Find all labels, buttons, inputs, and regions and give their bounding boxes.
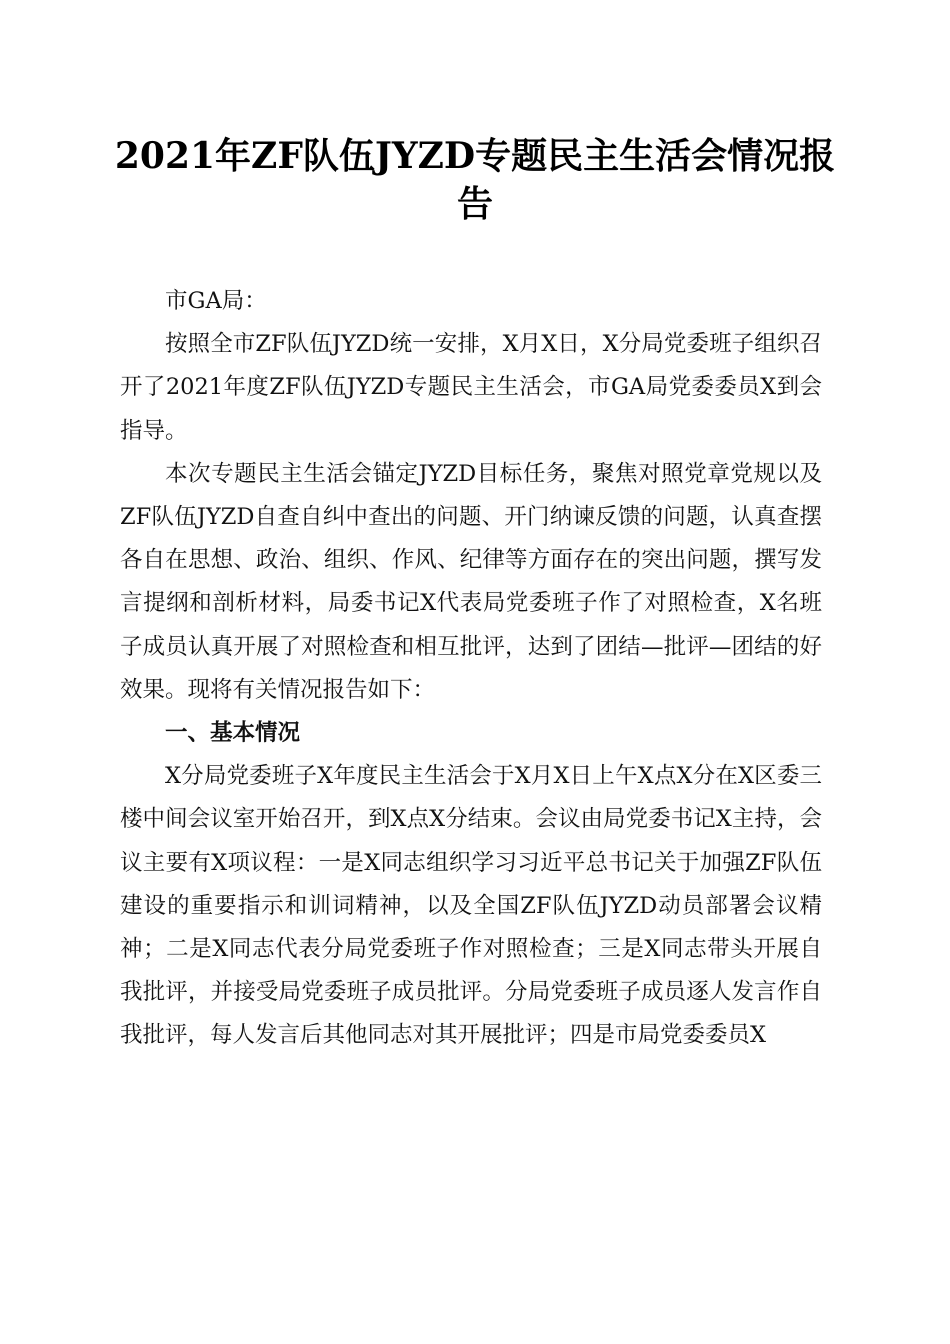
document-body	[120, 280, 822, 1058]
paragraph-summary: 本次专题民主生活会锚定JYZD目标任务，聚焦对照党章党规以及ZF队伍JYZD自查自纠中查出的问题、开门纳谏反馈的问题，认真查摆各自在思想、政治、组织、作风、纪律等方面存在的突出问题，撰写发言提纲和剖析材料，局委书记X代表局党委班子作了对照检查，X名班子成员认真开展了对照检查和相互批评，达到了团结—批评—团结的好效果。现将有关情况报告如下：	[120, 460, 822, 703]
paragraph-intro: 按照全市ZF队伍JYZD统一安排，X月X日，X分局党委班子组织召开了2021年度ZF队伍JYZD专题民主生活会，市GA局党委委员X到会指导。	[120, 331, 822, 444]
paragraph-basic-situation: X分局党委班子X年度民主生活会于X月X日上午X点X分在X区委三楼中间会议室开始召开，到X点X分结束。会议由局党委书记X主持，会议主要有X项议程：一是X同志组织学习习近平总书记关于加强ZF队伍建设的重要指示和训词精神，以及全国ZF队伍JYZD动员部署会议精神；二是X同志代表分局党委班子作对照检查；三是X同志带头开展自我批评，并接受局党委班子成员批评。分局党委班子成员逐人发言作自我批评，每人发言后其他同志对其开展批评；四是市局党委委员X	[120, 763, 822, 1049]
document-title: 2021年ZF队伍JYZD专题民主生活会情况报告	[114, 135, 836, 225]
section-heading-basic-situation: 一、基本情况	[165, 720, 301, 747]
salutation: 市GA局：	[165, 288, 267, 314]
